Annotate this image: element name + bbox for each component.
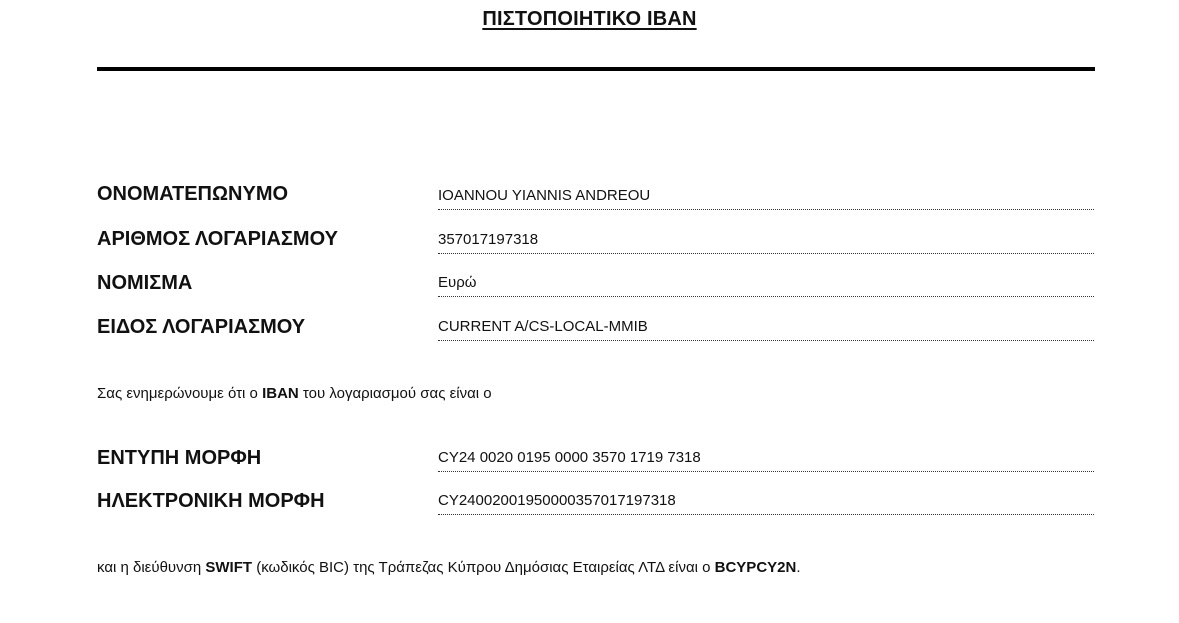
iban-intro-text [97,384,492,404]
swift-sentence [97,558,801,578]
iban-intro-bold: IBAN [262,385,299,402]
currency-label: ΝΟΜΙΣΜΑ [97,272,193,294]
account-number-label: ΑΡΙΘΜΟΣ ΛΟΓΑΡΙΑΣΜΟΥ [97,228,338,250]
iban-electronic-label: ΗΛΕΚΤΡΟΝΙΚΗ ΜΟΡΦΗ [97,490,325,512]
swift-part2: (κωδικός BIC) της Τράπεζας Κύπρου Δημόσιας Εταιρείας ΛΤΔ είναι ο [252,559,715,576]
account-type-value: CURRENT A/CS-LOCAL-MMIB [438,317,1094,341]
name-label: ΟΝΟΜΑΤΕΠΩΝΥΜΟ [97,183,289,205]
iban-intro-before: Σας ενημερώνουμε ότι ο [97,385,263,402]
iban-intro-after: του λογαριασμού σας είναι ο [298,385,492,402]
iban-electronic-value: CY24002001950000357017197318 [438,491,1094,515]
iban-print-label: ΕΝΤΥΠΗ ΜΟΡΦΗ [97,447,262,469]
document-title: ΠΙΣΤΟΠΟΙΗΤΙΚΟ IBAN [482,8,697,30]
swift-end: . [796,559,801,576]
iban-print-value: CY24 0020 0195 0000 3570 1719 7318 [438,448,1094,472]
account-number-value: 357017197318 [438,230,1094,254]
bic-code: BCYPCY2N [714,559,797,576]
name-value: IOANNOU YIANNIS ANDREOU [438,186,1094,210]
currency-value: Ευρώ [438,273,1094,297]
account-type-label: ΕΙΔΟΣ ΛΟΓΑΡΙΑΣΜΟΥ [97,316,306,338]
swift-part1: και η διεύθυνση [97,559,206,576]
swift-label: SWIFT [205,559,253,576]
header-divider [97,67,1095,71]
